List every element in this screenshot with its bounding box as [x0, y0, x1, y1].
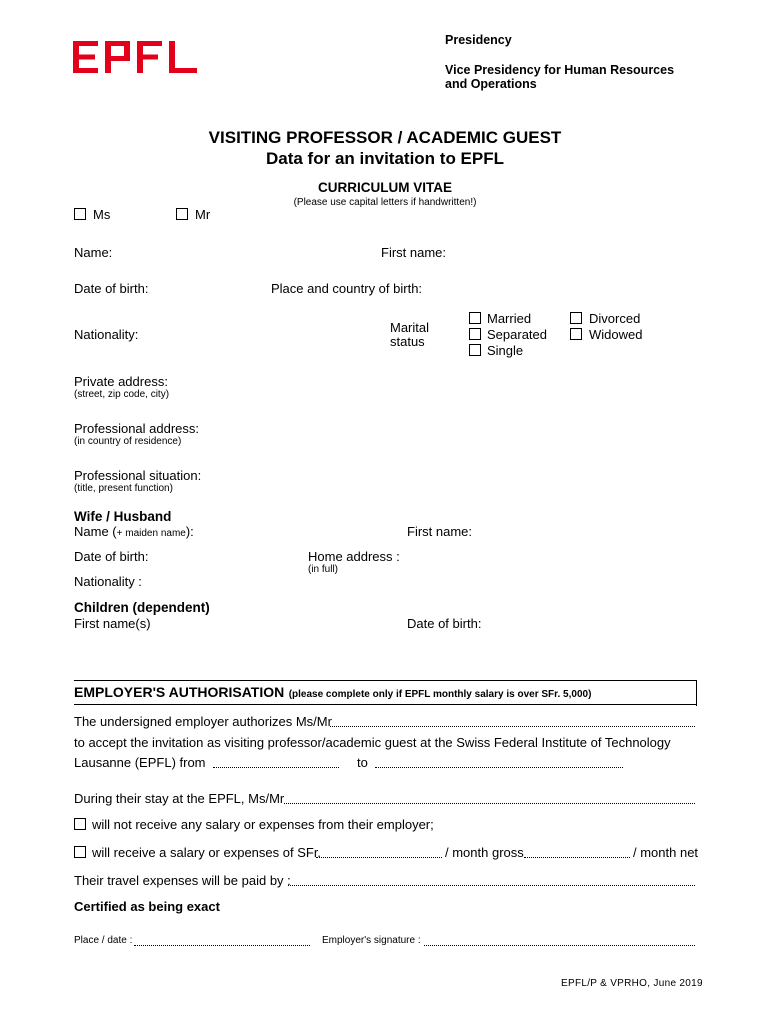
nationality-label: Nationality:	[74, 327, 139, 342]
employer-heading-row	[74, 684, 591, 702]
professional-situation-label: Professional situation:	[74, 468, 202, 483]
ms-checkbox[interactable]	[74, 208, 86, 220]
date-of-birth-label: Date of birth:	[74, 281, 149, 296]
form-subtitle: Data for an invitation to EPFL	[265, 149, 504, 168]
month-gross-label: / month gross	[445, 845, 524, 860]
ms-label: Ms	[93, 207, 111, 222]
employer-signature-field[interactable]	[424, 945, 695, 946]
section-title-cv: CURRICULUM VITAE	[318, 180, 452, 195]
employer-right-rule	[696, 680, 697, 706]
place-date-field[interactable]	[134, 945, 310, 946]
authorized-person-field[interactable]	[330, 726, 695, 727]
place-date-label: Place / date :	[74, 935, 133, 946]
form-title: VISITING PROFESSOR / ACADEMIC GUEST	[208, 128, 562, 147]
no-salary-label: will not receive any salary or expenses from their employer;	[92, 817, 434, 832]
employer-top-rule	[74, 680, 697, 681]
divorced-label: Divorced	[589, 311, 641, 326]
spouse-name-label	[74, 524, 194, 539]
employer-signature-label: Employer's signature :	[322, 935, 421, 946]
separated-checkbox[interactable]	[469, 328, 481, 340]
widowed-checkbox[interactable]	[570, 328, 582, 340]
professional-address-hint: (in country of residence)	[74, 436, 182, 447]
spouse-name-text: Name (	[74, 524, 117, 539]
spouse-date-of-birth-label: Date of birth:	[74, 549, 149, 564]
lausanne-from-label: Lausanne (EPFL) from	[74, 755, 206, 770]
name-label: Name:	[74, 245, 113, 260]
capital-letters-note: (Please use capital letters if handwritten!)	[293, 197, 477, 208]
maiden-name-text: + maiden name	[116, 528, 186, 539]
footer-reference: EPFL/P & VPRHO, June 2019	[561, 978, 703, 989]
vice-presidency-label: Vice Presidency for Human Resources	[445, 63, 675, 77]
spouse-nationality-label: Nationality :	[74, 574, 142, 589]
professional-situation-hint: (title, present function)	[74, 483, 173, 494]
first-name-label: First name:	[381, 245, 447, 260]
to-date-field[interactable]	[375, 767, 623, 768]
to-label: to	[357, 755, 368, 770]
travel-expenses-label: Their travel expenses will be paid by :	[74, 873, 291, 888]
children-first-names-label: First name(s)	[74, 616, 151, 631]
certified-label: Certified as being exact	[74, 899, 220, 914]
authorizes-label: The undersigned employer authorizes Ms/Mr	[74, 714, 332, 729]
married-checkbox[interactable]	[469, 312, 481, 324]
during-stay-label: During their stay at the EPFL, Ms/Mr	[74, 791, 285, 806]
during-stay-person-field[interactable]	[284, 803, 695, 804]
single-label: Single	[487, 343, 524, 358]
children-heading: Children (dependent)	[74, 600, 210, 615]
month-net-label: / month net	[633, 845, 699, 860]
married-label: Married	[487, 311, 532, 326]
travel-expenses-field[interactable]	[288, 885, 695, 886]
employer-bottom-rule	[74, 704, 697, 705]
vice-presidency-label-2: and Operations	[445, 77, 537, 91]
salary-checkbox[interactable]	[74, 846, 86, 858]
from-date-field[interactable]	[213, 767, 339, 768]
spouse-home-address-hint: (in full)	[308, 564, 339, 575]
separated-label: Separated	[487, 327, 547, 342]
spouse-first-name-label: First name:	[407, 524, 473, 539]
mr-checkbox[interactable]	[176, 208, 188, 220]
spouse-home-address-label: Home address :	[308, 549, 400, 564]
accept-invitation-text: to accept the invitation as visiting professor/academic guest at the Swiss Federal Institute of Technology	[74, 735, 671, 750]
salary-label: will receive a salary or expenses of SFr.	[92, 845, 322, 860]
place-country-birth-label: Place and country of birth:	[271, 281, 423, 296]
employer-heading: EMPLOYER'S AUTHORISATION	[74, 684, 285, 700]
employer-heading-note: (please complete only if EPFL monthly salary is over SFr. 5,000)	[288, 689, 592, 700]
professional-address-label: Professional address:	[74, 421, 200, 436]
month-net-field[interactable]	[524, 857, 630, 858]
month-gross-field[interactable]	[316, 857, 442, 858]
marital-status-label: Marital	[390, 320, 430, 335]
widowed-label: Widowed	[589, 327, 643, 342]
private-address-label: Private address:	[74, 374, 168, 389]
no-salary-checkbox[interactable]	[74, 818, 86, 830]
single-checkbox[interactable]	[469, 344, 481, 356]
spouse-heading: Wife / Husband	[74, 509, 172, 524]
private-address-hint: (street, zip code, city)	[74, 389, 170, 400]
divorced-checkbox[interactable]	[570, 312, 582, 324]
marital-status-label-2: status	[390, 334, 425, 349]
mr-label: Mr	[195, 207, 211, 222]
epfl-logo	[73, 41, 197, 73]
spouse-name-end: ):	[185, 524, 194, 539]
children-date-of-birth-label: Date of birth:	[407, 616, 482, 631]
presidency-label: Presidency	[445, 33, 512, 47]
